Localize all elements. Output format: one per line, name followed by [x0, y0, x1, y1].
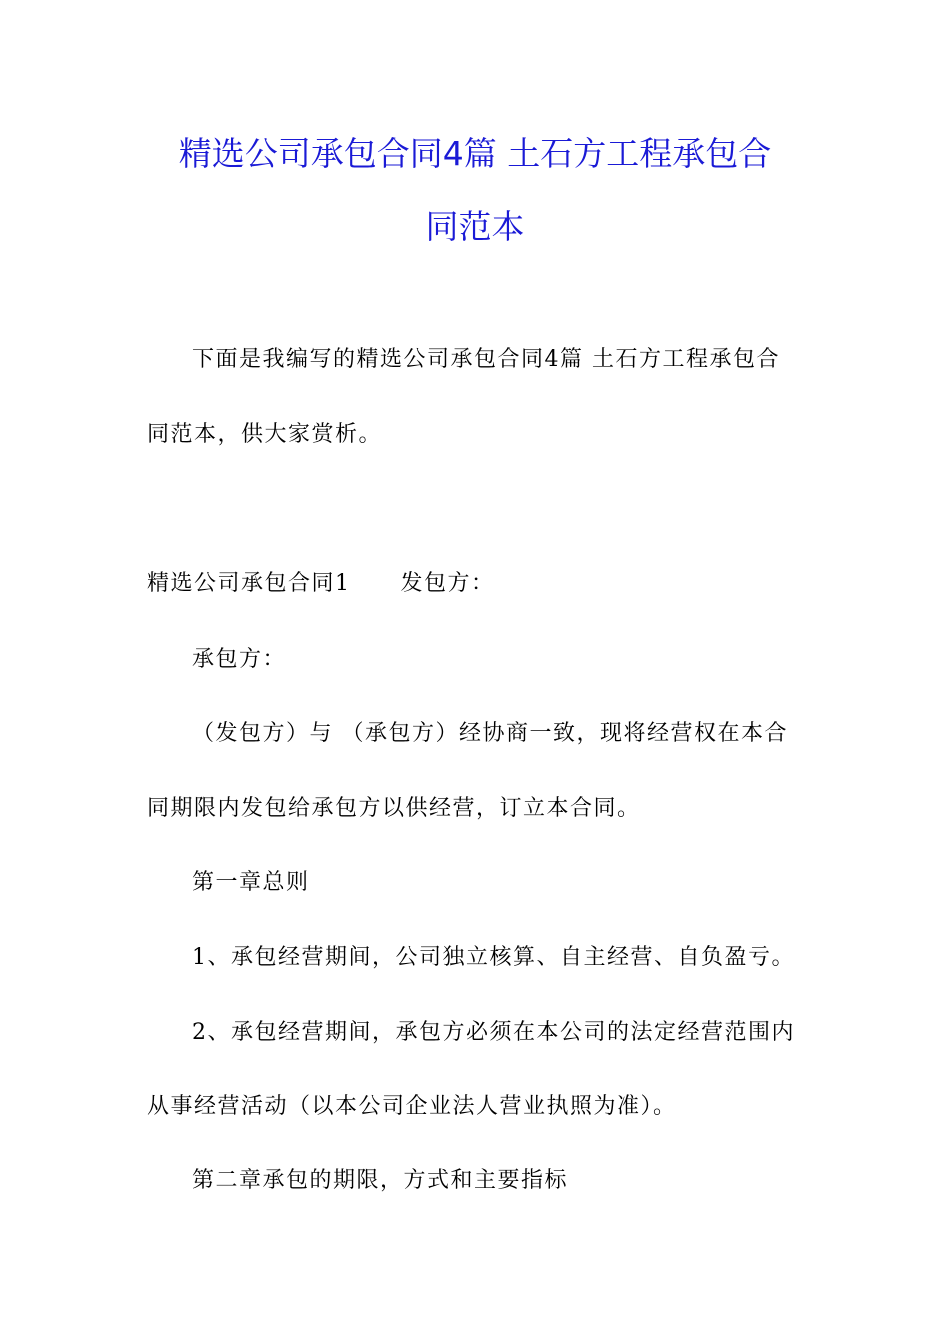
item-2-line-1: 2、承包经营期间，承包方必须在本公司的法定经营范围内	[192, 1020, 795, 1045]
section-heading-row	[147, 569, 495, 599]
party-b-label: 承包方：	[192, 647, 287, 672]
paragraph-1-line-2: 同期限内发包给承包方以供经营，订立本合同。	[147, 796, 641, 821]
intro-line-2: 同范本，供大家赏析。	[147, 422, 383, 447]
item-1: 1、承包经营期间，公司独立核算、自主经营、自负盈亏。	[192, 945, 795, 970]
section-heading: 精选公司承包合同1	[147, 571, 351, 596]
chapter-1-heading: 第一章总则	[192, 870, 310, 895]
document-title-line-2: 同范本	[425, 207, 525, 246]
chapter-2-heading: 第二章承包的期限，方式和主要指标	[192, 1168, 569, 1193]
party-a-label: 发包方：	[400, 571, 495, 596]
paragraph-1-line-1: （发包方）与 （承包方）经协商一致，现将经营权在本合	[192, 721, 788, 746]
document-title-line-1: 精选公司承包合同4篇 土石方工程承包合	[178, 134, 772, 173]
item-2-line-2: 从事经营活动（以本公司企业法人营业执照为准）。	[147, 1094, 677, 1119]
intro-line-1: 下面是我编写的精选公司承包合同4篇 土石方工程承包合	[192, 347, 780, 372]
